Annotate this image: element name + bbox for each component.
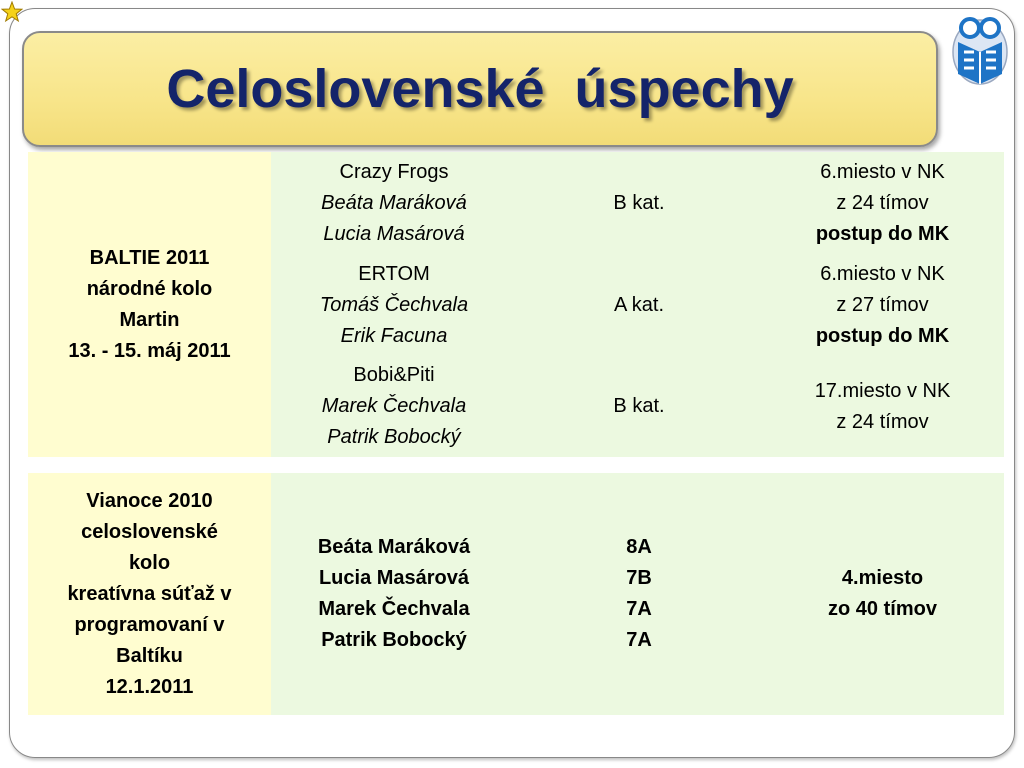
team-name: Bobi&Piti xyxy=(353,364,435,386)
category-cell: A kat. xyxy=(517,254,761,356)
competition-round: kolo xyxy=(128,551,171,574)
result-advance: postup do MK xyxy=(815,324,950,347)
result-cell xyxy=(761,473,1004,715)
participant-class: 7A xyxy=(626,629,652,651)
category-cell: B kat. xyxy=(517,152,761,254)
category-cell: B kat. xyxy=(517,356,761,457)
vianoce-results-table xyxy=(28,473,1004,715)
participant-class: 8A xyxy=(626,536,652,558)
competition-label xyxy=(28,473,271,715)
classes-cell xyxy=(517,473,761,715)
team-member: Tomáš Čechvala xyxy=(319,293,469,316)
participant-name: Beáta Maráková xyxy=(317,536,471,558)
team-name: Crazy Frogs xyxy=(339,160,449,183)
competition-round: národné kolo xyxy=(86,277,213,300)
participant-name: Lucia Masárová xyxy=(318,567,470,589)
table-row xyxy=(28,473,1004,715)
participant-class: 7A xyxy=(626,598,652,620)
team-cell xyxy=(271,356,517,457)
competition-scope: celoslovenské xyxy=(81,520,218,543)
team-name: ERTOM xyxy=(358,262,430,285)
title-banner xyxy=(22,31,938,147)
competition-name: Vianoce 2010 xyxy=(86,489,213,512)
team-member: Patrik Bobocký xyxy=(327,426,461,448)
result-place: 17.miesto v NK xyxy=(814,379,951,402)
result-teams: zo 40 tímov xyxy=(828,598,937,620)
result-cell xyxy=(761,254,1004,356)
team-member: Lucia Masárová xyxy=(323,222,465,245)
team-member: Marek Čechvala xyxy=(321,395,467,417)
page-title: Celoslovenské úspechy xyxy=(166,59,794,119)
participant-name: Patrik Bobocký xyxy=(321,629,467,651)
result-teams: z 27 tímov xyxy=(836,293,929,316)
competition-type: Baltíku xyxy=(116,644,183,667)
team-member: Beáta Maráková xyxy=(321,191,467,214)
competition-name: BALTIE 2011 xyxy=(89,246,210,269)
competition-type: programovaní v xyxy=(74,613,225,636)
competition-date: 13. - 15. máj 2011 xyxy=(68,339,231,362)
names-cell xyxy=(271,473,517,715)
team-member: Erik Facuna xyxy=(340,324,448,347)
participant-class: 7B xyxy=(626,567,652,589)
result-teams: z 24 tímov xyxy=(836,410,929,433)
result-place: 6.miesto v NK xyxy=(820,262,945,285)
result-cell xyxy=(761,152,1004,254)
table-row xyxy=(28,152,1004,254)
team-cell xyxy=(271,152,517,254)
competition-label xyxy=(28,152,271,457)
team-cell xyxy=(271,254,517,356)
star-icon xyxy=(1,1,23,23)
result-place: 4.miesto xyxy=(841,567,924,589)
result-teams: z 24 tímov xyxy=(836,191,929,214)
competition-date: 12.1.2011 xyxy=(105,675,194,698)
competition-type: kreatívna súťaž v xyxy=(67,582,232,605)
result-advance: postup do MK xyxy=(815,222,950,245)
participant-name: Marek Čechvala xyxy=(318,598,470,620)
result-place: 6.miesto v NK xyxy=(820,160,945,183)
baltie-results-table xyxy=(28,152,1004,457)
baltie-logo-icon xyxy=(948,8,1012,88)
competition-place: Martin xyxy=(119,308,180,331)
result-cell xyxy=(761,356,1004,457)
